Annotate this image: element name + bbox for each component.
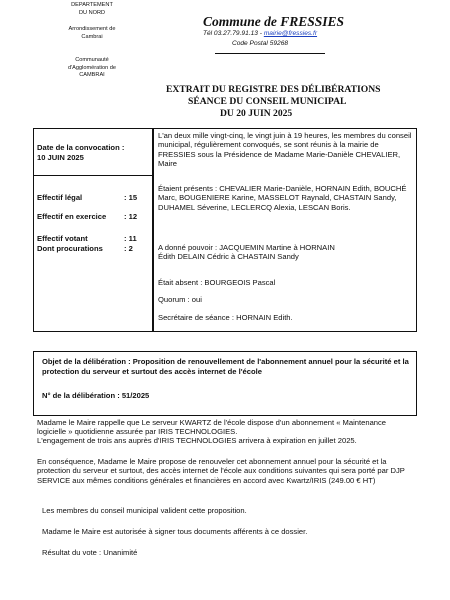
deliberation-subject: Objet de la délibération : Proposition de renouvellement de l'abonnement annuel pour la sécurité et la protection du serveur et surtout des accès internet de l'école — [42, 357, 409, 376]
commune-email-link[interactable]: mairie@fressies.fr — [263, 30, 318, 37]
box-divider — [33, 175, 153, 176]
commune-tel: Tél 03.27.79.91.13 - — [202, 30, 262, 37]
effectif-votant-label: Effectif votant — [37, 234, 88, 243]
effectif-exercice-label: Effectif en exercice — [37, 212, 107, 221]
arrondissement-label: Arrondissement de Cambrai — [68, 26, 116, 40]
proxy-votes: A donné pouvoir : JACQUEMIN Martine à HORNAIN Édith DELAIN Cédric à CHASTAIN Sandy — [158, 243, 335, 262]
commune-postal: Code Postal 59268 — [231, 40, 289, 47]
body-paragraph-authorization: Madame le Maire est autorisée à signer tous documents afférents à ce dossier. — [42, 527, 308, 536]
vote-result: Résultat du vote : Unanimité — [42, 548, 138, 557]
body-paragraph-expiry: L'engagement de trois ans auprès d'IRIS TECHNOLOGIES arrivera à expiration en juillet 2025. — [37, 436, 357, 445]
department-label: DEPARTEMENT DU NORD — [71, 2, 113, 16]
members-present: Étaient présents : CHEVALIER Marie-Danièle, HORNAIN Edith, BOUCHÉ Marc, BOUGENIERE Karine, MASSELOT Raynald, CHASTAIN Sandy, DUHAMEL Séverine, LECLERCQ Alexia, LESCAN Boris. — [158, 184, 407, 212]
commune-title: Commune de FRESSIES — [203, 14, 345, 29]
communaute-label: Communauté d'Agglomération de CAMBRAI — [67, 57, 117, 79]
procurations-value: : 2 — [124, 244, 133, 253]
header-divider — [215, 53, 325, 54]
body-paragraph-recall: Madame le Maire rappelle que Le serveur KWARTZ de l'école dispose d'un abonnement « Maintenance logicielle » quotidienne assurée par IRIS TECHNOLOGIES. — [37, 418, 387, 437]
session-intro: L'an deux mille vingt-cinq, le vingt juin à 19 heures, les membres du conseil municipal, régulièrement convoqués, se sont réunis à la mairie de FRESSIES sous la Présidence de Madame Marie-Danièle CHEVALIER, Maire — [158, 131, 412, 168]
quorum: Quorum : oui — [158, 295, 202, 304]
doc-title-line3: DU 20 JUIN 2025 — [220, 108, 293, 119]
effectif-votant-value: : 11 — [124, 234, 137, 243]
absent-members: Était absent : BOURGEOIS Pascal — [158, 278, 276, 287]
deliberation-number: N° de la délibération : 51/2025 — [42, 391, 150, 400]
body-paragraph-proposal: En conséquence, Madame le Maire propose de renouveler cet abonnement annuel pour la sécurité et la protection du serveur et surtout, des accès internet de l'école aux conditions suivantes qui sera porté par DJP SERVICE aux mêmes conditions générales et financières en accord avec Kwartz/IRIS (249.00 € HT) — [37, 457, 405, 485]
commune-contact — [180, 30, 340, 37]
effectif-legal-value: : 15 — [124, 193, 138, 202]
doc-title-line2: SÉANCE DU CONSEIL MUNICIPAL — [188, 96, 347, 107]
convocation-date: 10 JUIN 2025 — [37, 153, 84, 162]
procurations-label: Dont procurations — [37, 244, 103, 253]
effectif-legal-label: Effectif légal — [37, 193, 83, 202]
body-paragraph-validation: Les membres du conseil municipal valident cette proposition. — [42, 506, 247, 515]
doc-title-line1: EXTRAIT DU REGISTRE DES DÉLIBÉRATIONS — [166, 84, 381, 95]
effectif-exercice-value: : 12 — [124, 212, 138, 221]
session-secretary: Secrétaire de séance : HORNAIN Edith. — [158, 313, 293, 322]
convocation-label: Date de la convocation : — [37, 143, 125, 152]
